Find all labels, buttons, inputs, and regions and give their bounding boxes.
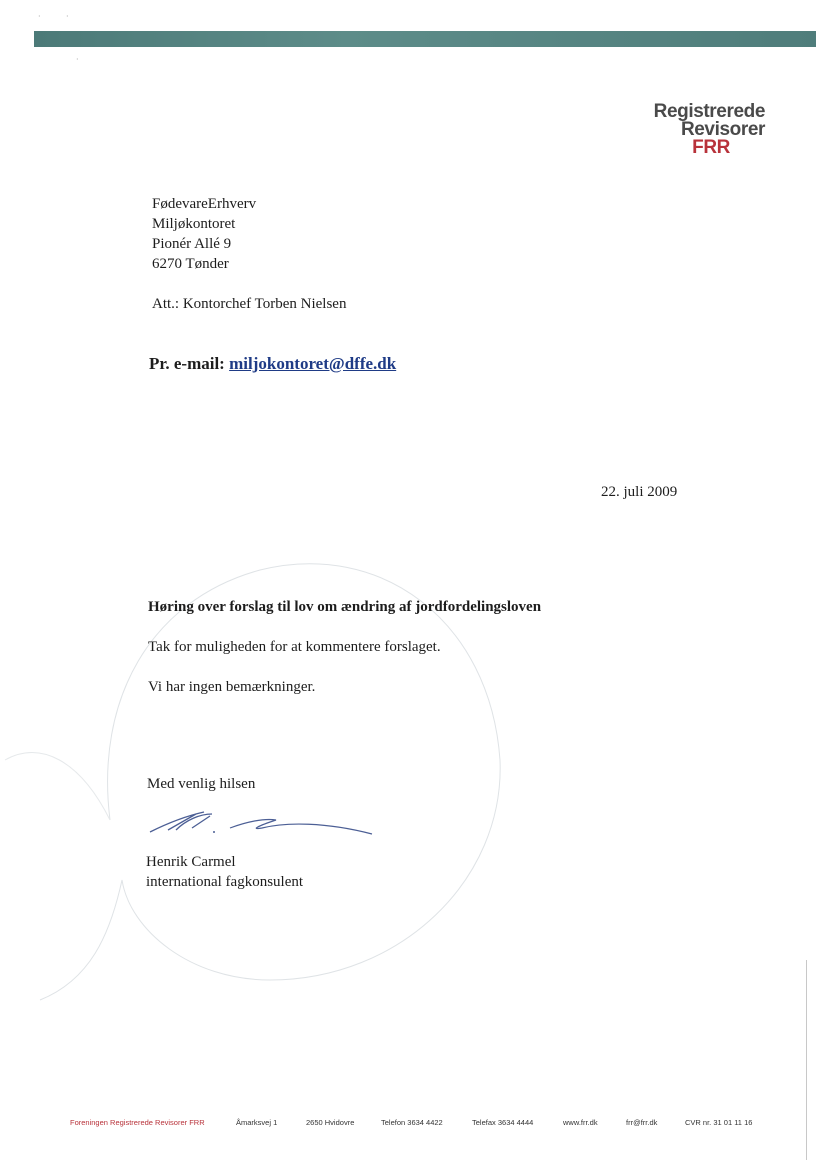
footer-street: Åmarksvej 1 <box>236 1118 278 1127</box>
scan-speck: · <box>66 12 69 21</box>
footer-web[interactable]: www.frr.dk <box>563 1118 598 1127</box>
footer-email[interactable]: frr@frr.dk <box>626 1118 658 1127</box>
letter-date: 22. juli 2009 <box>601 484 678 500</box>
signer-name: Henrik Carmel <box>146 854 236 870</box>
scan-speck: · <box>76 55 79 64</box>
footer-org: Foreningen Registrerede Revisorer FRR <box>70 1118 205 1127</box>
margin-line <box>806 960 807 1160</box>
signer-title: international fagkonsulent <box>146 874 304 890</box>
recipient-line: Miljøkontoret <box>152 216 236 232</box>
signer-block <box>146 852 303 892</box>
logo-line-1: Registrerede <box>653 101 765 122</box>
recipient-line: Pionér Allé 9 <box>152 236 232 252</box>
footer-cvr: CVR nr. 31 01 11 16 <box>685 1118 753 1127</box>
footer-fax: Telefax 3634 4444 <box>472 1118 534 1127</box>
recipient-line: 6270 Tønder <box>152 256 229 272</box>
scan-speck: · <box>38 12 41 21</box>
closing-line: Med venlig hilsen <box>147 776 256 792</box>
recipient-address <box>152 194 256 274</box>
attention-line: Att.: Kontorchef Torben Nielsen <box>152 296 347 312</box>
handwritten-signature <box>146 808 386 842</box>
recipient-line: FødevareErhverv <box>152 196 257 212</box>
email-label: Pr. e-mail: <box>149 354 225 373</box>
body-paragraph: Vi har ingen bemærkninger. <box>148 679 316 695</box>
email-line <box>149 354 396 374</box>
logo-line-3: FRR <box>692 137 730 158</box>
page-footer <box>70 1118 770 1132</box>
letter-subject: Høring over forslag til lov om ændring af jordfordelingsloven <box>148 599 542 615</box>
footer-phone: Telefon 3634 4422 <box>381 1118 443 1127</box>
email-link[interactable]: miljokontoret@dffe.dk <box>229 354 397 373</box>
logo-line-2: Revisorer <box>680 119 765 140</box>
body-paragraph: Tak for muligheden for at kommentere forslaget. <box>148 639 441 655</box>
footer-city: 2650 Hvidovre <box>306 1118 355 1127</box>
